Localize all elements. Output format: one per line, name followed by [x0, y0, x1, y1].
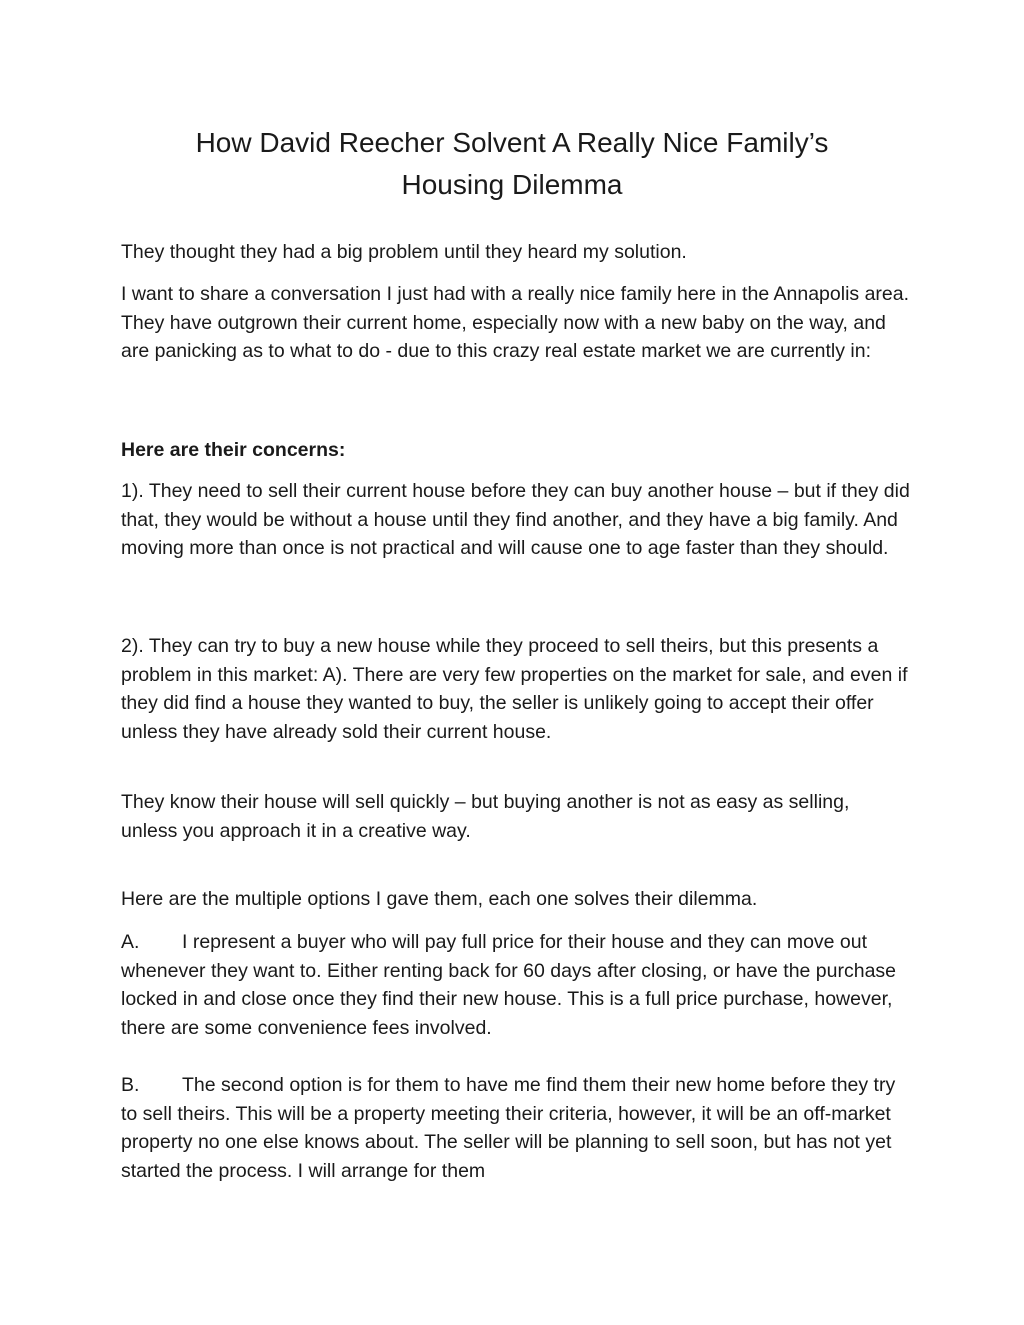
concern-2-paragraph: 2). They can try to buy a new house while they proceed to sell theirs, but this presents a problem in this market: A). There are very few properties on the market for sale, and even if they did find a house they wanted to buy, the seller is unlikely going to accept their offer unless they have already sold their current house.	[121, 635, 908, 744]
options-intro-paragraph: Here are the multiple options I gave them, each one solves their dilemma.	[121, 888, 758, 910]
option-a-text: I represent a buyer who will pay full price for their house and they can move out whenever they want to. Either renting back for 60 days after closing, or have the purchase locked in and close once they find their new house. This is a full price purchase, however, there are some convenience fees involved.	[121, 931, 897, 1040]
concern-1-paragraph: 1). They need to sell their current house before they can buy another house – but if they did that, they would be without a house until they find another, and they have a big family. And moving more than once is not practical and will cause one to age faster than they should.	[121, 480, 910, 560]
option-b-text: The second option is for them to have me find them their new home before they try to sell theirs. This will be a property meeting their criteria, however, it will be an off-market property no one else knows about. The seller will be planning to sell soon, but has not yet started the process. I will arrange for them	[121, 1074, 896, 1183]
title-line-1: How David Reecher Solvent A Really Nice Family’s	[195, 127, 829, 158]
house-sell-paragraph: They know their house will sell quickly – but buying another is not as easy as selling, unless you approach it in a creative way.	[121, 791, 850, 842]
document-title	[120, 122, 904, 206]
intro-paragraph: They thought they had a big problem until they heard my solution.	[121, 241, 687, 263]
conversation-paragraph: I want to share a conversation I just had with a really nice family here in the Annapolis area. They have outgrown their current home, especially now with a new baby on the way, and are panicking as to what to do - due to this crazy real estate market we are currently in:	[121, 283, 910, 363]
option-a-paragraph	[121, 928, 911, 1043]
option-b-letter: B.	[121, 1074, 140, 1096]
title-line-2: Housing Dilemma	[401, 169, 623, 200]
concerns-heading: Here are their concerns:	[121, 439, 346, 461]
option-b-paragraph	[121, 1071, 911, 1186]
option-a-letter: A.	[121, 931, 140, 953]
